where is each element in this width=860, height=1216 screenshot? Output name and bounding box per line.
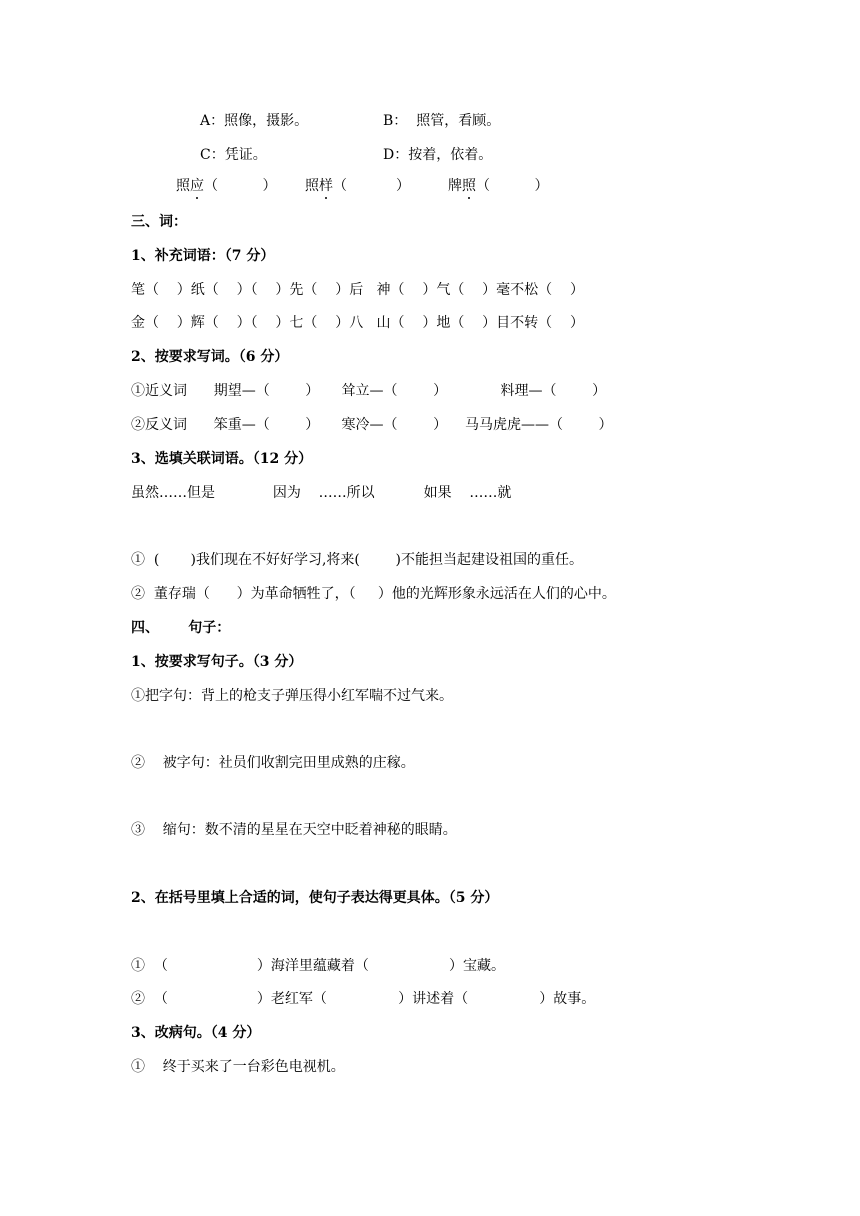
answer-blank: （ ） <box>204 178 277 194</box>
q1-row-1: 笔（ ）纸（ ）（ ）先（ ）后 神（ ）气（ ）毫不松（ ） <box>131 282 584 298</box>
s4-q1-a: ①把字句：背上的枪支子弹压得小红军喘不过气来。 <box>131 688 453 704</box>
dotted-char: 应 <box>190 178 204 194</box>
q3-sentence-1: ① ( )我们现在不好好学习,将来( )不能担当起建设祖国的重任。 <box>131 552 583 568</box>
s4-q2-title: 2、在括号里填上合适的词，使句子表达得更具体。（5 分） <box>131 890 499 906</box>
s4-q2-b: ② （ ）老红军（ ）讲述着（ ）故事。 <box>131 991 596 1007</box>
dotted-char: 照 <box>462 178 476 194</box>
q2-row-2: ②反义词 笨重—（ ） 寒冷—（ ） 马马虎虎——（ ） <box>131 417 613 433</box>
section-3-title: 三、词： <box>131 214 187 230</box>
s4-q3-a: ① 终于买来了一台彩色电视机。 <box>131 1059 345 1075</box>
word-char: 照 <box>305 178 319 194</box>
s4-q3-title: 3、改病句。（4 分） <box>131 1025 261 1041</box>
option-b: B： 照管，看顾。 <box>383 113 501 129</box>
section-4-title: 四、 句子： <box>131 620 231 636</box>
s4-q2-a: ① （ ）海洋里蕴藏着（ ）宝藏。 <box>131 958 506 974</box>
answer-blank: （ ） <box>476 178 549 194</box>
zhao-word-1 <box>176 176 277 196</box>
zhao-word-2 <box>305 176 410 196</box>
s4-q1-title: 1、按要求写句子。（3 分） <box>131 654 303 670</box>
q1-row-2: 金（ ）辉（ ）（ ）七（ ）八 山（ ）地（ ）目不转（ ） <box>131 315 584 331</box>
q3-words: 虽然……但是 因为 ……所以 如果 ……就 <box>131 485 512 501</box>
option-c: C：凭证。 <box>200 147 267 163</box>
q3-title: 3、选填关联词语。（12 分） <box>131 451 313 467</box>
option-a: A：照像，摄影。 <box>200 113 309 129</box>
option-d: D：按着，依着。 <box>383 147 493 163</box>
s4-q1-b: ② 被字句：社员们收割完田里成熟的庄稼。 <box>131 755 415 771</box>
q2-title: 2、按要求写词。（6 分） <box>131 349 289 365</box>
s4-q1-c: ③ 缩句：数不清的星星在天空中眨着神秘的眼睛。 <box>131 822 457 838</box>
q2-row-1: ①近义词 期望—（ ） 耸立—（ ） 料理—（ ） <box>131 383 607 399</box>
answer-blank: （ ） <box>333 178 410 194</box>
q1-title: 1、补充词语：（7 分） <box>131 248 275 264</box>
dotted-char: 样 <box>319 178 333 194</box>
word-char: 照 <box>176 178 190 194</box>
q3-sentence-2: ② 董存瑞（ ）为革命牺牲了，（ ）他的光辉形象永远活在人们的心中。 <box>131 586 616 602</box>
zhao-word-3 <box>448 176 549 196</box>
word-char: 牌 <box>448 178 462 194</box>
